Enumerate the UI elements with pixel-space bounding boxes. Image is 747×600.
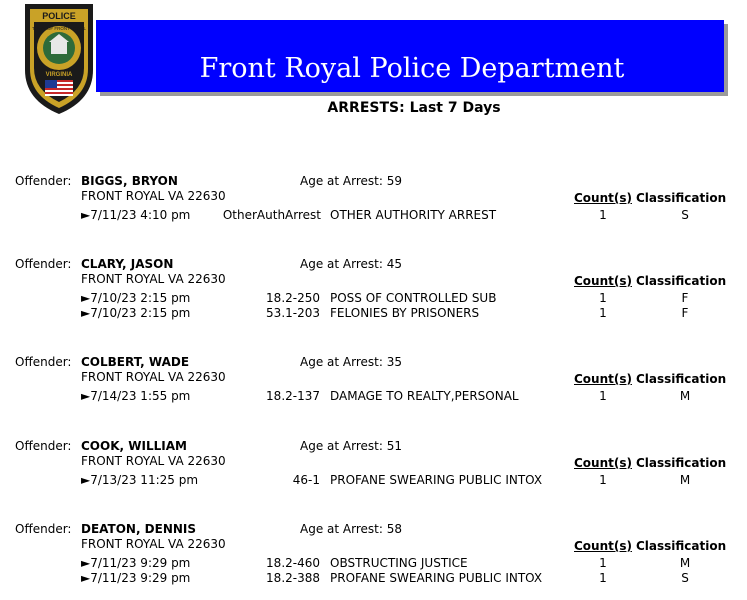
classification-header: Classification: [636, 372, 727, 386]
charge-count: 1: [599, 571, 607, 585]
charge-code: OtherAuthArrest: [222, 208, 321, 222]
charge-classification: S: [681, 208, 689, 222]
charge-count: 1: [599, 389, 607, 403]
charge-description: FELONIES BY PRISONERS: [330, 306, 480, 320]
charge-description: OBSTRUCTING JUSTICE: [330, 556, 468, 570]
charge-classification: S: [681, 571, 689, 585]
charge-code: 18.2-137: [266, 389, 320, 403]
classification-header: Classification: [636, 191, 727, 205]
offender-name: COLBERT, WADE: [81, 355, 190, 369]
age-at-arrest: Age at Arrest: 58: [300, 522, 402, 536]
charge-datetime: ►7/11/23 9:29 pm: [81, 571, 191, 585]
offender-address: FRONT ROYAL VA 22630: [81, 189, 226, 203]
offender-name: COOK, WILLIAM: [81, 439, 187, 453]
offender-name: DEATON, DENNIS: [81, 522, 197, 536]
counts-header: Count(s): [574, 191, 632, 205]
report-title: ARRESTS: Last 7 Days: [327, 100, 501, 116]
charge-code: 18.2-460: [266, 556, 320, 570]
charge-datetime: ►7/11/23 4:10 pm: [81, 208, 191, 222]
charge-datetime: ►7/13/23 11:25 pm: [81, 473, 199, 487]
charge-classification: M: [679, 473, 691, 487]
charge-code: 18.2-250: [266, 291, 320, 305]
offender-address: FRONT ROYAL VA 22630: [81, 454, 226, 468]
age-at-arrest: Age at Arrest: 59: [300, 174, 402, 188]
charge-count: 1: [599, 473, 607, 487]
offender-label: Offender:: [15, 439, 72, 453]
offender-label: Offender:: [15, 355, 72, 369]
charge-description: POSS OF CONTROLLED SUB: [330, 291, 497, 305]
charge-datetime: ►7/14/23 1:55 pm: [81, 389, 191, 403]
charge-description: DAMAGE TO REALTY,PERSONAL: [330, 389, 519, 403]
offender-name: CLARY, JASON: [81, 257, 174, 271]
counts-header: Count(s): [574, 539, 632, 553]
police-badge-logo: [21, 0, 97, 116]
offender-label: Offender:: [15, 174, 72, 188]
age-at-arrest: Age at Arrest: 51: [300, 439, 402, 453]
offender-address: FRONT ROYAL VA 22630: [81, 272, 226, 286]
charge-datetime: ►7/10/23 2:15 pm: [81, 291, 191, 305]
offender-address: FRONT ROYAL VA 22630: [81, 537, 226, 551]
charge-datetime: ►7/11/23 9:29 pm: [81, 556, 191, 570]
charge-description: OTHER AUTHORITY ARREST: [330, 208, 497, 222]
charge-classification: F: [681, 306, 689, 320]
offender-name: BIGGS, BRYON: [81, 174, 178, 188]
classification-header: Classification: [636, 274, 727, 288]
svg-text:VIRGINIA: VIRGINIA: [45, 72, 73, 78]
charge-code: 53.1-203: [266, 306, 320, 320]
offender-address: FRONT ROYAL VA 22630: [81, 370, 226, 384]
charge-description: PROFANE SWEARING PUBLIC INTOX: [330, 473, 543, 487]
classification-header: Classification: [636, 539, 727, 553]
svg-text:TOWN OF FRONT ROYAL: TOWN OF FRONT ROYAL: [31, 26, 87, 31]
age-at-arrest: Age at Arrest: 45: [300, 257, 402, 271]
charge-description: PROFANE SWEARING PUBLIC INTOX: [330, 571, 543, 585]
charge-classification: F: [681, 291, 689, 305]
classification-header: Classification: [636, 456, 727, 470]
age-at-arrest: Age at Arrest: 35: [300, 355, 402, 369]
counts-header: Count(s): [574, 274, 632, 288]
counts-header: Count(s): [574, 372, 632, 386]
counts-header: Count(s): [574, 456, 632, 470]
offender-label: Offender:: [15, 522, 72, 536]
charge-count: 1: [599, 556, 607, 570]
charge-count: 1: [599, 208, 607, 222]
offender-label: Offender:: [15, 257, 72, 271]
department-title: Front Royal Police Department: [199, 53, 625, 84]
charge-classification: M: [679, 556, 691, 570]
charge-code: 46-1: [292, 473, 320, 487]
charge-code: 18.2-388: [266, 571, 320, 585]
charge-count: 1: [599, 291, 607, 305]
charge-classification: M: [679, 389, 691, 403]
svg-text:POLICE: POLICE: [42, 11, 76, 21]
charge-datetime: ►7/10/23 2:15 pm: [81, 306, 191, 320]
charge-count: 1: [599, 306, 607, 320]
